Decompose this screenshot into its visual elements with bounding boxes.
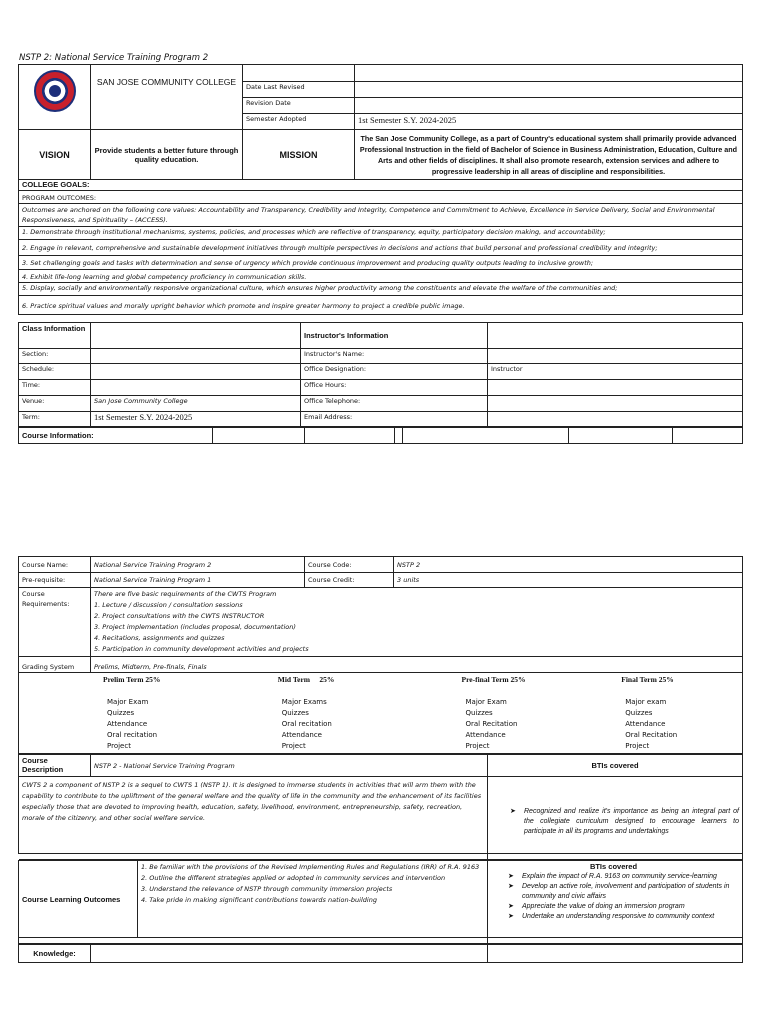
mid-term-column: Mid Term 25% Major Exams Quizzes Oral recitation Attendance Project: [277, 675, 335, 750]
prelim-term-column: Prelim Term 25% Major Exam Quizzes Attendance Oral recitation Project: [103, 675, 161, 750]
bti-item: ➤ Develop an active role, involvement and participation of students in community and civic affairs: [522, 882, 739, 902]
knowledge-label: Knowledge:: [19, 945, 91, 963]
course-name-value: National Service Training Program 2: [91, 557, 305, 573]
requirement-item: 2. Project consultations with the CWTS INSTRUCTOR: [94, 612, 265, 620]
bti-item: ➤ Recognized and realize it's importance as being an integral part of the collegiate curriculum designed to encourage learners to participate in all its programs and undertakings: [524, 807, 739, 837]
clo-item: 4. Take pride in making significant contributions towards nation-building: [141, 896, 377, 904]
term-value: 1st Semester S.Y. 2024-2025: [91, 412, 301, 427]
college-goals-label: COLLEGE GOALS:: [19, 180, 743, 191]
course-code-label: Course Code:: [305, 557, 394, 573]
class-info-section: [18, 322, 743, 444]
outcomes-intro: Outcomes are anchored on the following core values: Accountability and Transparency, Credibility and Integrity, Competence and Commitment to Achieve, Excellence in Service Delivery, Social and Environmental Responsiveness, and Spirituality – (ACCESS).: [19, 204, 743, 227]
description-btis-cell: [488, 777, 743, 854]
mission-label: MISSION: [243, 130, 355, 180]
program-outcomes-label: PROGRAM OUTCOMES:: [19, 191, 743, 204]
schedule-label: Schedule:: [19, 364, 91, 380]
course-description-label: Course Description: [19, 755, 91, 777]
course-requirements-label: Course Requirements:: [19, 588, 91, 657]
course-code-value: NSTP 2: [394, 557, 743, 573]
clo-item: 3. Understand the relevance of NSTP through community immersion projects: [141, 885, 393, 893]
requirement-item: 4. Recitations, assignments and quizzes: [94, 634, 225, 642]
header-section: [18, 64, 743, 315]
outcome-item: 6. Practice spiritual values and morally upright behavior which promote and inspire greater harmony to project a credible public image.: [19, 296, 743, 315]
grading-system-label: Grading System: [19, 657, 91, 673]
btis-covered-label: BTIs covered: [488, 755, 743, 777]
class-info-label: Class Information: [19, 323, 91, 349]
course-requirements-list: [91, 588, 743, 657]
office-hours-label: Office Hours:: [301, 380, 488, 396]
final-term-column: Final Term 25% Major exam Quizzes Attendance Oral Recitation Project: [621, 675, 678, 750]
clo-btis-label: BTIs covered: [589, 862, 638, 871]
instructor-info-label: Instructor's Information: [301, 323, 488, 349]
vision-label: VISION: [19, 130, 91, 180]
grading-system-value: Prelims, Midterm, Pre-finals, Finals: [91, 657, 743, 673]
outcome-item: 2. Engage in relevant, comprehensive and sustainable development initiatives through multiple perspectives in decisions and actions that build personal and professional credibility and integrity;: [19, 240, 743, 256]
venue-value: San Jose Community College: [91, 396, 301, 412]
requirement-item: 3. Project implementation (includes proposal, documentation): [94, 623, 296, 631]
course-learning-outcomes-label: Course Learning Outcomes: [19, 861, 138, 938]
time-label: Time:: [19, 380, 91, 396]
outcome-item: 5. Display, socially and environmentally responsive organizational culture, which ensures higher productivity among the constituents and elevate the welfare of the communities and;: [19, 283, 743, 296]
instructor-name-label: Instructor's Name:: [301, 349, 488, 364]
bti-item: ➤ Appreciate the value of doing an immersion program: [522, 902, 739, 912]
outcome-item: 3. Set challenging goals and tasks with determination and sense of urgency which provide continuous improvement and producing quality outputs leading to inclusive growth;: [19, 256, 743, 270]
outcome-item: 4. Exhibit life-long learning and global competency proficiency in communication skills.: [19, 270, 743, 283]
grading-breakdown: [19, 673, 743, 754]
email-label: Email Address:: [301, 412, 488, 427]
date-last-revised-label: Date Last Revised: [243, 82, 355, 98]
prerequisite-value: National Service Training Program 1: [91, 573, 305, 588]
college-seal-logo: [34, 70, 76, 112]
clo-btis-cell: [488, 861, 743, 938]
course-section: [18, 556, 743, 963]
office-designation-label: Office Designation:: [301, 364, 488, 380]
bti-item: ➤ Undertake an understanding responsive to community context: [522, 912, 739, 922]
course-description-text: CWTS 2 a component of NSTP 2 is a sequel to CWTS 1 (NSTP 1). It is designed to immerse students in activities that will arm them with the capability to contribute to the upliftment of the general welfare and the quality of life in the community and the enhancement of its facilities especially those that are devoted to improving health, education, safety, livelihood, environment, entrepreneurship, safety, recreation, morale of the citizenry, and other social welfare service.: [19, 777, 488, 854]
office-telephone-label: Office Telephone:: [301, 396, 488, 412]
pre-final-term-column: Pre-final Term 25% Major Exam Quizzes Oral Recitation Attendance Project: [461, 675, 526, 750]
clo-item: 1. Be familiar with the provisions of the Revised Implementing Rules and Regulations (IRR) of R.A. 9163: [141, 863, 480, 871]
section-label: Section:: [19, 349, 91, 364]
course-name-label: Course Name:: [19, 557, 91, 573]
course-credit-label: Course Credit:: [305, 573, 394, 588]
course-credit-value: 3 units: [394, 573, 743, 588]
bti-item: ➤ Explain the impact of R.A. 9163 on community service-learning: [522, 872, 739, 882]
term-label: Term:: [19, 412, 91, 427]
logo-cell: [19, 65, 91, 130]
clo-item: 2. Outline the different strategies applied or adopted in community services and intervention: [141, 874, 446, 882]
prerequisite-label: Pre-requisite:: [19, 573, 91, 588]
mission-text: The San Jose Community College, as a part of Country's educational system shall primarily provide advanced Professional Instruction in the field of Bachelor of Science in Business Administration, Education, Culture and Arts and other fields of disciplines. It shall also promote research, extension services and adhere to progressive leadership in all areas of discipline and responsibilities.: [355, 130, 743, 180]
semester-adopted-value: 1st Semester S.Y. 2024-2025: [355, 114, 743, 130]
vision-text: Provide students a better future through quality education.: [91, 130, 243, 180]
course-description-title: NSTP 2 - National Service Training Program: [91, 755, 488, 777]
course-info-label: Course Information:: [19, 428, 213, 444]
semester-adopted-label: Semester Adopted: [243, 114, 355, 130]
college-name: SAN JOSE COMMUNITY COLLEGE: [91, 65, 243, 130]
course-learning-outcomes-list: [138, 861, 488, 938]
requirement-item: 5. Participation in community development activities and projects: [94, 645, 309, 653]
revision-date-label: Revision Date: [243, 98, 355, 114]
document-title: NSTP 2: National Service Training Program 2: [19, 53, 209, 63]
requirement-item: 1. Lecture / discussion / consultation sessions: [94, 601, 243, 609]
venue-label: Venue:: [19, 396, 91, 412]
outcome-item: 1. Demonstrate through institutional mechanisms, systems, policies, and processes which are reflective of transparency, equity, participatory decision making, and accountability;: [19, 227, 743, 240]
office-designation-value: Instructor: [488, 364, 743, 380]
requirement-item: There are five basic requirements of the CWTS Program: [94, 590, 277, 598]
